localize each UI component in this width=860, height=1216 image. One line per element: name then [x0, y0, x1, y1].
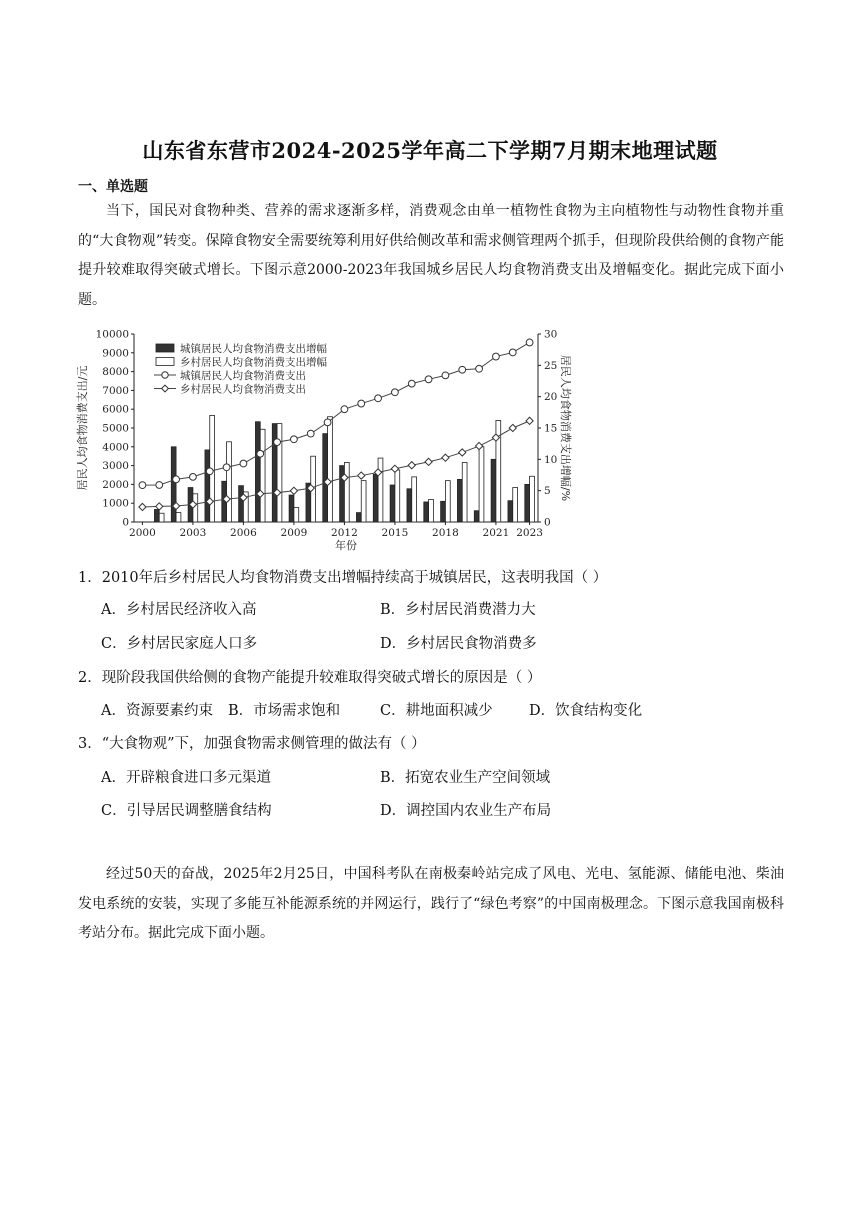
question-2-option-d[interactable]: D．饮食结构变化	[529, 703, 643, 719]
urban-growth-bar	[323, 434, 328, 522]
rural-expenditure-point	[156, 503, 163, 510]
rural-expenditure-point	[425, 458, 432, 465]
rural-growth-bar	[227, 442, 232, 522]
legend-label: 城镇居民人均食物消费支出增幅	[180, 342, 327, 355]
rural-growth-bar	[412, 477, 417, 522]
urban-expenditure-point	[425, 376, 432, 383]
urban-expenditure-point	[324, 419, 331, 426]
rural-growth-bar	[513, 488, 518, 522]
urban-expenditure-point	[156, 482, 163, 489]
urban-expenditure-point	[223, 464, 230, 471]
rural-expenditure-point	[459, 449, 466, 456]
legend-marker-circle	[162, 372, 168, 378]
urban-expenditure-point	[274, 439, 281, 446]
urban-growth-bar	[474, 511, 479, 522]
x-tick-label: 2006	[230, 527, 257, 539]
food-expenditure-chart	[72, 326, 572, 552]
x-tick-label: 2015	[381, 527, 409, 539]
question-3-option-c[interactable]: C．引导居民调整膳食结构	[101, 803, 272, 819]
urban-growth-bar	[441, 501, 446, 522]
rural-growth-bar	[344, 462, 349, 522]
question-2-option-b[interactable]: B．市场需求饱和	[228, 703, 341, 719]
urban-growth-bar	[154, 509, 159, 522]
question-1-option-a[interactable]: A．乡村居民经济收入高	[101, 602, 257, 618]
rural-expenditure-point	[358, 472, 365, 479]
urban-expenditure-point	[392, 389, 399, 396]
right-y-tick-label: 10	[544, 453, 558, 466]
legend-swatch	[156, 344, 174, 352]
section-heading: 一、单选题	[78, 179, 148, 195]
rural-expenditure-line	[142, 421, 529, 507]
left-y-tick-label: 1000	[102, 497, 129, 510]
urban-growth-bar	[508, 501, 513, 522]
question-3-option-b[interactable]: B．拓宽农业生产空间领域	[380, 770, 551, 786]
legend-label: 乡村居民人均食物消费支出增幅	[180, 356, 327, 369]
rural-growth-bar	[530, 476, 535, 522]
x-tick-label: 2000	[129, 527, 156, 539]
rural-growth-bar	[328, 417, 333, 522]
urban-expenditure-point	[190, 473, 197, 480]
rural-growth-bar	[159, 513, 164, 522]
right-y-tick-label: 15	[544, 422, 558, 435]
urban-expenditure-point	[526, 339, 533, 346]
urban-growth-bar	[356, 513, 361, 522]
rural-expenditure-point	[139, 503, 146, 510]
urban-growth-bar	[255, 422, 260, 522]
x-tick-label: 2012	[331, 527, 358, 539]
rural-growth-bar	[361, 481, 366, 522]
urban-expenditure-point	[493, 353, 500, 360]
question-1-stem: 1．2010年后乡村居民人均食物消费支出增幅持续高于城镇居民，这表明我国（ ）	[78, 570, 608, 586]
urban-expenditure-point	[206, 468, 213, 475]
urban-expenditure-point	[291, 436, 298, 443]
legend-label: 乡村居民人均食物消费支出	[180, 383, 306, 396]
urban-expenditure-point	[240, 460, 247, 467]
x-tick-label: 2023	[516, 527, 543, 539]
left-y-tick-label: 10000	[95, 328, 129, 341]
right-y-tick-label: 25	[544, 359, 558, 372]
question-3-option-d[interactable]: D．调控国内农业生产布局	[380, 803, 552, 819]
urban-expenditure-point	[442, 372, 449, 379]
urban-expenditure-point	[307, 430, 314, 437]
x-tick-label: 2009	[280, 527, 308, 539]
urban-growth-bar	[407, 489, 412, 522]
left-y-tick-label: 4000	[102, 441, 129, 454]
left-y-tick-label: 9000	[102, 347, 129, 360]
urban-expenditure-point	[459, 366, 466, 373]
urban-growth-bar	[239, 486, 244, 522]
urban-growth-bar	[289, 495, 294, 522]
right-y-axis-label: 居民人均食物消费支出增幅/%	[559, 354, 572, 502]
x-axis-label: 年份	[335, 539, 357, 552]
urban-growth-bar	[457, 479, 462, 522]
question-2-option-a[interactable]: A．资源要素约束	[101, 703, 213, 719]
rural-growth-bar	[479, 447, 484, 522]
urban-expenditure-point	[358, 400, 365, 407]
intro-paragraph-1: 当下，国民对食物种类、营养的需求逐渐多样，消费观念由单一植物性食物为主向植物性与动物性食物并重的“大食物观”转变。保障食物安全需要统筹利用好供给侧改革和需求侧管理两个抓手，但现阶段供给侧的食物产能提升较难取得突破式增长。下图示意2000-2023年我国城乡居民人均食物消费支出及增幅变化。据此完成下面小题。	[78, 203, 784, 308]
rural-growth-bar	[445, 481, 450, 522]
question-1-option-d[interactable]: D．乡村居民食物消费多	[380, 636, 537, 652]
legend-label: 城镇居民人均食物消费支出	[180, 369, 306, 382]
question-1-option-c[interactable]: C．乡村居民家庭人口多	[101, 636, 258, 652]
left-y-tick-label: 5000	[102, 422, 129, 435]
chart-legend	[154, 342, 327, 396]
legend-marker-diamond	[162, 385, 169, 392]
rural-expenditure-point	[526, 417, 533, 424]
rural-growth-bar	[176, 513, 181, 522]
rural-growth-bar	[260, 429, 265, 522]
urban-growth-bar	[205, 450, 210, 522]
x-tick-label: 2018	[432, 527, 459, 539]
left-y-axis-label: 居民人均食物消费支出/元	[76, 365, 89, 491]
urban-expenditure-point	[139, 482, 146, 489]
urban-growth-bar	[171, 447, 176, 522]
urban-expenditure-point	[341, 406, 348, 413]
left-y-tick-label: 6000	[102, 403, 129, 416]
left-y-tick-label: 2000	[102, 478, 129, 491]
urban-growth-bar	[390, 485, 395, 522]
page-title: 山东省东营市2024-2025学年高二下学期7月期末地理试题	[142, 138, 718, 163]
rural-growth-bar	[429, 499, 434, 522]
urban-growth-bar	[424, 502, 429, 522]
legend-swatch	[156, 358, 174, 366]
rural-expenditure-point	[509, 424, 516, 431]
right-y-tick-label: 30	[544, 328, 558, 341]
question-3-stem: 3．“大食物观”下，加强食物需求侧管理的做法有（ ）	[78, 736, 426, 752]
urban-growth-bar	[491, 459, 496, 522]
urban-growth-bar	[373, 474, 378, 522]
left-y-tick-label: 0	[122, 516, 129, 529]
urban-expenditure-point	[408, 380, 415, 387]
question-1-option-b[interactable]: B．乡村居民消费潜力大	[380, 602, 536, 618]
rural-growth-bar	[462, 462, 467, 522]
intro-paragraph-2: 经过50天的奋战，2025年2月25日，中国科考队在南极秦岭站完成了风电、光电、氢能源、储能电池、柴油发电系统的安装，实现了多能互补能源系统的并网运行，践行了“绿色考察”的中国南极理念。下图示意我国南极科考站分布。据此完成下面小题。	[78, 866, 784, 941]
question-2-option-c[interactable]: C．耕地面积减少	[380, 703, 493, 719]
rural-growth-bar	[395, 470, 400, 522]
urban-expenditure-point	[375, 395, 382, 402]
right-y-tick-label: 5	[544, 485, 551, 498]
rural-growth-bar	[294, 508, 299, 522]
rural-expenditure-point	[442, 454, 449, 461]
rural-expenditure-point	[290, 487, 297, 494]
left-y-tick-label: 7000	[102, 384, 129, 397]
urban-expenditure-point	[173, 476, 180, 483]
urban-growth-bar	[525, 484, 530, 522]
urban-expenditure-point	[476, 365, 483, 372]
rural-expenditure-point	[408, 462, 415, 469]
left-y-tick-label: 8000	[102, 366, 129, 379]
question-2-stem: 2．现阶段我国供给侧的食物产能提升较难取得突破式增长的原因是（ ）	[78, 670, 542, 686]
right-y-tick-label: 0	[544, 516, 551, 529]
question-3-option-a[interactable]: A．开辟粮食进口多元渠道	[101, 770, 271, 786]
urban-expenditure-point	[257, 450, 264, 457]
x-tick-label: 2003	[179, 527, 207, 539]
right-y-tick-label: 20	[544, 391, 558, 404]
rural-growth-bar	[378, 458, 383, 522]
left-y-tick-label: 3000	[102, 460, 129, 473]
urban-expenditure-point	[509, 349, 516, 356]
x-tick-label: 2021	[482, 527, 510, 539]
